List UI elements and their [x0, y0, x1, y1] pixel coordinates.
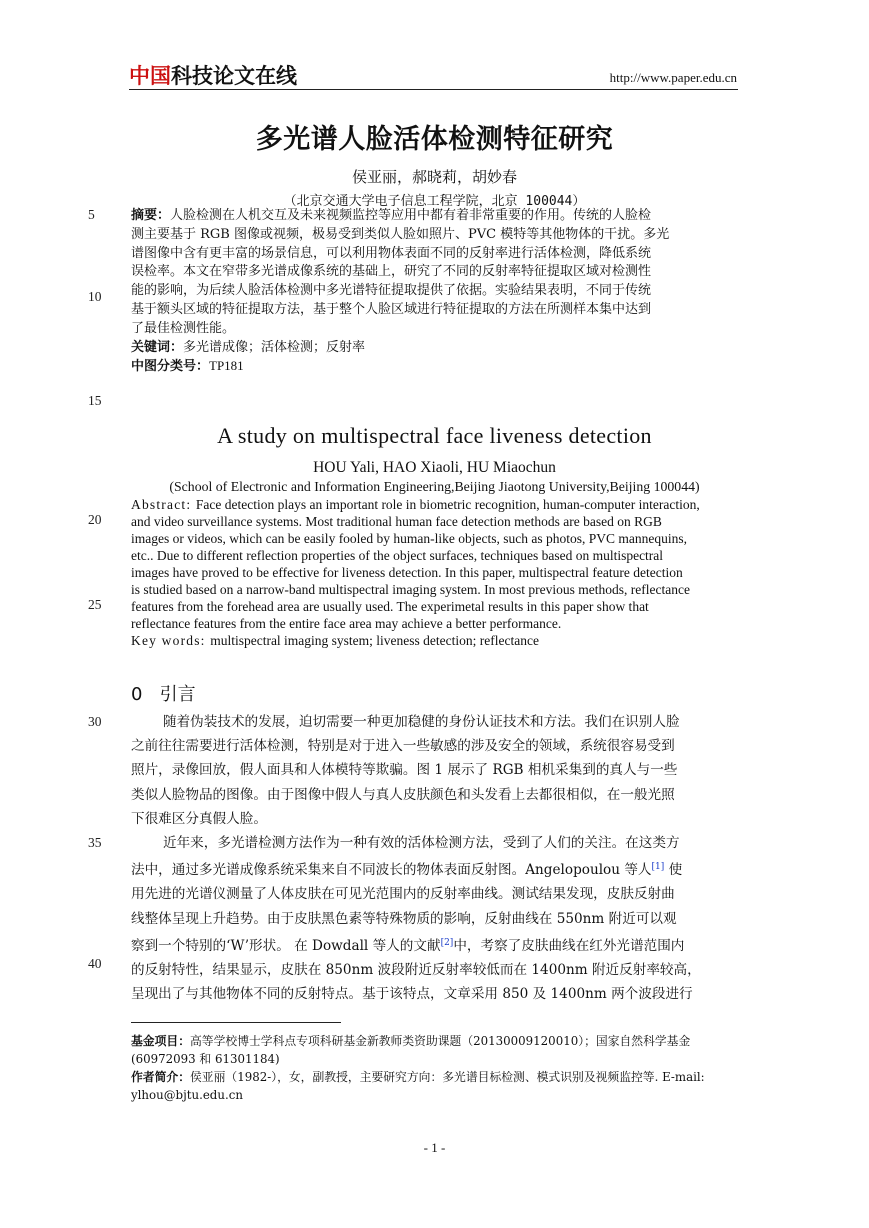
logo-black-text: 科技论文在线 — [171, 64, 297, 88]
author-info-label: 作者简介： — [131, 1070, 190, 1084]
body-line: 呈现出了与其他物体不同的反射特点。基于该特点，文章采用 850 及 1400nm 两个波段进行 — [131, 986, 693, 1003]
line-number: 20 — [88, 512, 102, 527]
line-number: 15 — [88, 393, 102, 408]
keywords-cn — [131, 339, 738, 358]
body-line: 照片，录像回放，假人面具和人体模特等欺骗。图 1 展示了 RGB 相机采集到的真人与一些 — [131, 762, 678, 779]
abstract-en-line: is studied based on a narrow-band multispectral imaging system. In most previous methods, reflectance — [131, 582, 690, 597]
line-number: 25 — [88, 597, 102, 612]
section-number: 0 — [131, 684, 143, 705]
body-line: 用先进的光谱仪测量了人体皮肤在可见光范围内的反射率曲线。测试结果发现，皮肤反射曲 — [131, 886, 675, 903]
abstract-cn-line: 人脸检测在人机交互及未来视频监控等应用中都有着非常重要的作用。传统的人脸检 — [170, 208, 652, 223]
body-line: 之前往往需要进行活体检测，特别是对于进入一些敏感的涉及安全的领域，系统很容易受到 — [131, 738, 675, 755]
body-line: 法中，通过多光谱成像系统采集来自不同波长的物体表面反射图。Angelopoulou 等人 — [131, 862, 652, 879]
clc-text: TP181 — [209, 358, 244, 374]
abstract-cn — [131, 207, 738, 377]
author-email[interactable]: ylhou@bjtu.edu.cn — [131, 1088, 243, 1102]
abstract-en-label: Abstract: — [131, 497, 196, 512]
keywords-en-text: multispectral imaging system; liveness detection; reflectance — [210, 633, 539, 648]
logo-red-text: 中国 — [129, 64, 171, 88]
fund-text: (60972093 和 61301184) — [131, 1052, 280, 1066]
abstract-en-line: images have proved to be effective for liveness detection. In this paper, multispectral feature detection — [131, 565, 683, 580]
line-number: 10 — [88, 289, 102, 304]
body-line: 下很难区分真假人脸。 — [131, 810, 267, 827]
abstract-en-line: etc.. Due to different reflection properties of the object surfaces, techniques based on multispectral — [131, 548, 664, 563]
header-url[interactable]: http://www.paper.edu.cn — [609, 70, 737, 85]
abstract-cn-line: 测主要基于 RGB 图像或视频，极易受到类似人脸如照片、PVC 模特等其他物体的干扰。多光 — [131, 226, 670, 242]
keywords-en — [131, 632, 738, 649]
body-line: 近年来，多光谱检测方法作为一种有效的活体检测方法，受到了人们的关注。在这类方 — [163, 835, 680, 851]
affiliation-cn: （北京交通大学电子信息工程学院，北京 100044） — [283, 194, 586, 209]
keywords-cn-text: 多光谱成像；活体检测；反射率 — [183, 339, 366, 355]
body-paragraph-1 — [131, 710, 738, 831]
english-title: A study on multispectral face liveness detection — [217, 423, 652, 448]
body-line: 使 — [664, 862, 683, 879]
citation-link[interactable]: [2] — [440, 937, 454, 948]
abstract-en-line: Face detection plays an important role in biometric recognition, human-computer interaction, — [195, 497, 700, 512]
body-line: 线整体呈现上升趋势。由于皮肤黑色素等特殊物质的影响，反射曲线在 550nm 附近可以观 — [131, 910, 677, 927]
section-title: 引言 — [159, 684, 196, 705]
line-number: 35 — [88, 835, 102, 850]
abstract-cn-label: 摘要： — [131, 208, 171, 223]
english-affiliation: (School of Electronic and Information Engineering,Beijing Jiaotong University,Beijing 100044) — [169, 479, 700, 494]
citation-link[interactable]: [1] — [651, 862, 665, 873]
body-line: 类似人脸物品的图像。由于图像中假人与真人皮肤颜色和头发看上去都很相似，在一般光照 — [131, 786, 675, 803]
line-number: 40 — [88, 956, 102, 971]
fund-text: 高等学校博士学科点专项科研基金新教师类资助课题（20130009120010）；国家自然科学基金 — [190, 1034, 691, 1048]
abstract-en — [131, 496, 738, 649]
footnote-divider — [131, 1022, 341, 1023]
authors-cn: 侯亚丽，郝晓莉，胡妙春 — [351, 168, 517, 186]
line-number: 30 — [88, 714, 102, 729]
body-paragraph-2 — [131, 831, 738, 1006]
author-info-text: 侯亚丽（1982-），女，副教授，主要研究方向：多光谱目标检测、模式识别及视频监控等. E-mail: — [190, 1070, 705, 1084]
english-authors: HOU Yali, HAO Xiaoli, HU Miaochun — [313, 459, 556, 476]
abstract-en-line: and video surveillance systems. Most traditional human face detection methods are based on RGB — [131, 514, 662, 529]
abstract-en-line: reflectance features from the entire face area may achieve a better performance. — [131, 616, 562, 631]
fund-label: 基金项目： — [131, 1034, 190, 1048]
keywords-en-label: Key words: — [131, 633, 211, 648]
keywords-cn-label: 关键词： — [131, 339, 184, 355]
body-line: 随着伪装技术的发展，迫切需要一种更加稳健的身份认证技术和方法。我们在识别人脸 — [163, 714, 680, 730]
abstract-cn-line: 谱图像中含有更丰富的场景信息，可以利用物体表面不同的反射率进行活体检测，降低系统 — [131, 245, 652, 261]
footnote-funding — [131, 1032, 738, 1104]
abstract-en-line: images or videos, which can be easily fooled by human-like objects, such as photos, PVC mannequins, — [131, 531, 688, 546]
abstract-cn-line: 基于额头区域的特征提取方法，基于整个人脸区域进行特征提取的方法在所测样本集中达到 — [131, 301, 652, 317]
clc-label: 中图分类号： — [131, 359, 210, 375]
abstract-en-line: features from the forehead area are usually used. The experimetal results in this paper show that — [131, 599, 649, 614]
header-divider — [129, 89, 738, 90]
line-number: 5 — [88, 207, 95, 222]
abstract-cn-line: 能的影响，为后续人脸活体检测中多光谱特征提取提供了依据。实验结果表明，不同于传统 — [131, 283, 652, 299]
body-line: 中，考察了皮肤曲线在红外光谱范围内 — [453, 937, 685, 954]
body-line: 的反射特性，结果显示，皮肤在 850nm 波段附近反射率较低而在 1400nm 附近反射率较高， — [131, 962, 701, 979]
site-logo — [129, 60, 297, 90]
clc-code — [131, 357, 738, 377]
body-line: 察到一个特别的‘W’形状。 在 Dowdall 等人的文献 — [131, 937, 441, 954]
abstract-cn-line: 误检率。本文在窄带多光谱成像系统的基础上，研究了不同的反射率特征提取区域对检测性 — [131, 264, 652, 280]
paper-title: 多光谱人脸活体检测特征研究 — [255, 124, 614, 155]
abstract-cn-line: 了最佳检测性能。 — [131, 320, 236, 336]
page-number: - 1 - — [423, 1140, 446, 1155]
section-heading — [131, 680, 196, 706]
